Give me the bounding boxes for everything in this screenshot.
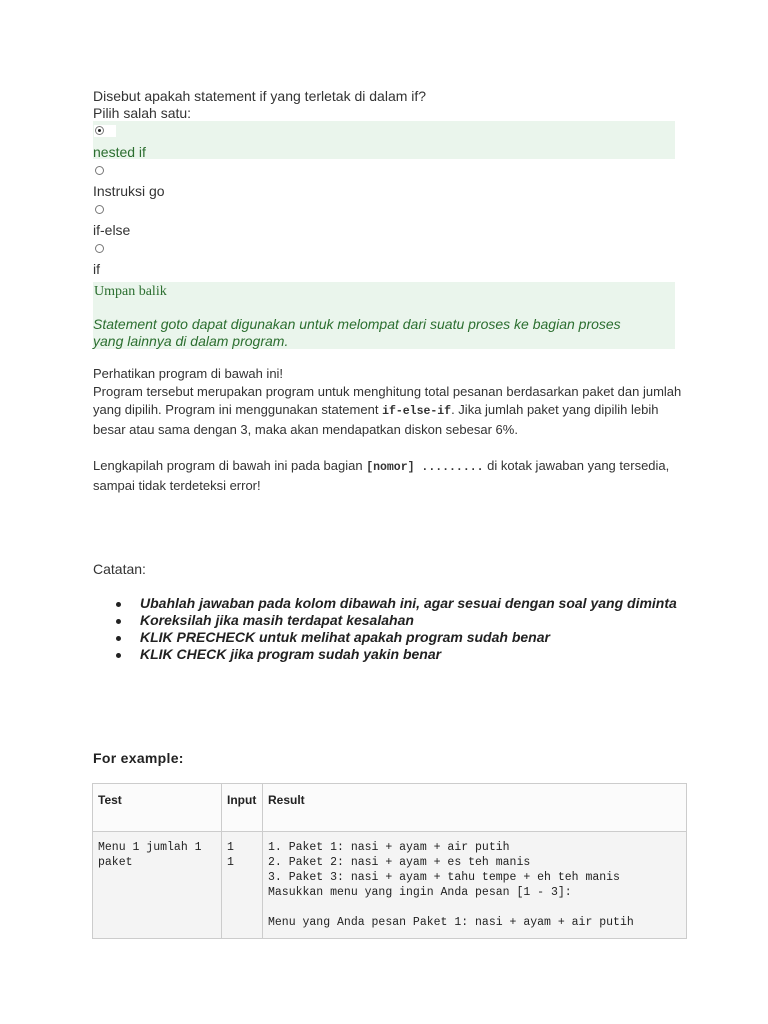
- code-nomor-placeholder: [nomor] .........: [366, 461, 484, 474]
- selected-option-highlight: [93, 121, 675, 159]
- table-row: [93, 832, 687, 939]
- header-test: Test: [93, 784, 222, 832]
- option-radio-if[interactable]: [95, 244, 104, 253]
- option-label-if[interactable]: if: [93, 261, 100, 277]
- instructions: [93, 365, 683, 495]
- note-item: KLIK PRECHECK untuk melihat apakah program sudah benar: [93, 629, 693, 646]
- instruction-paragraph-2: Lengkapilah program di bawah ini pada bagian [nomor] ......... di kotak jawaban yang tersedia, sampai tidak terdeteksi error!: [93, 458, 670, 493]
- example-table: [92, 783, 687, 939]
- feedback-title: Umpan balik: [94, 284, 167, 299]
- option-label-if-else[interactable]: if-else: [93, 222, 131, 238]
- option-radio-nested-if[interactable]: [95, 126, 104, 135]
- option-label-nested-if[interactable]: nested if: [93, 144, 146, 160]
- option-radio-instruksi-go[interactable]: [95, 166, 104, 175]
- note-item: Ubahlah jawaban pada kolom dibawah ini, agar sesuai dengan soal yang diminta: [93, 595, 693, 612]
- note-item: Koreksilah jika masih terdapat kesalahan: [93, 612, 693, 629]
- note-item: KLIK CHECK jika program sudah yakin benar: [93, 646, 693, 663]
- cell-input: 1 1: [222, 832, 263, 939]
- feedback-text: Statement goto dapat digunakan untuk melompat dari suatu proses ke bagian proses yang lainnya di dalam program.: [93, 316, 621, 349]
- notes-list: [93, 595, 693, 663]
- option-radio-if-else[interactable]: [95, 205, 104, 214]
- option-label-instruksi-go[interactable]: Instruksi go: [93, 183, 165, 199]
- cell-result: 1. Paket 1: nasi + ayam + air putih 2. Paket 2: nasi + ayam + es teh manis 3. Paket 3: nasi + ayam + tahu tempe + eh teh manis Masukkan menu yang ingin Anda pesan [1 - 3]: Menu yang Anda pesan Paket 1: nasi + ayam + air putih: [263, 832, 687, 939]
- header-input: Input: [222, 784, 263, 832]
- cell-test: Menu 1 jumlah 1 paket: [93, 832, 222, 939]
- code-if-else-if: if-else-if: [382, 405, 452, 418]
- question-text: Disebut apakah statement if yang terletak di dalam if?: [93, 88, 427, 104]
- header-result: Result: [263, 784, 687, 832]
- table-header-row: [93, 784, 687, 832]
- instruction-paragraph-1: Program tersebut merupakan program untuk menghitung total pesanan berdasarkan paket dan jumlah yang dipilih. Program ini menggunakan statement if-else-if. Jika jumlah paket yang dipilih lebih besar atau sama dengan 3, maka akan mendapatkan diskon sebesar 6%.: [93, 384, 682, 437]
- instruction-heading: Perhatikan program di bawah ini!: [93, 366, 284, 381]
- feedback-box: [93, 282, 675, 349]
- choice-prompt: Pilih salah satu:: [93, 105, 192, 121]
- notes-heading: Catatan:: [93, 561, 146, 577]
- example-heading: For example:: [93, 750, 184, 766]
